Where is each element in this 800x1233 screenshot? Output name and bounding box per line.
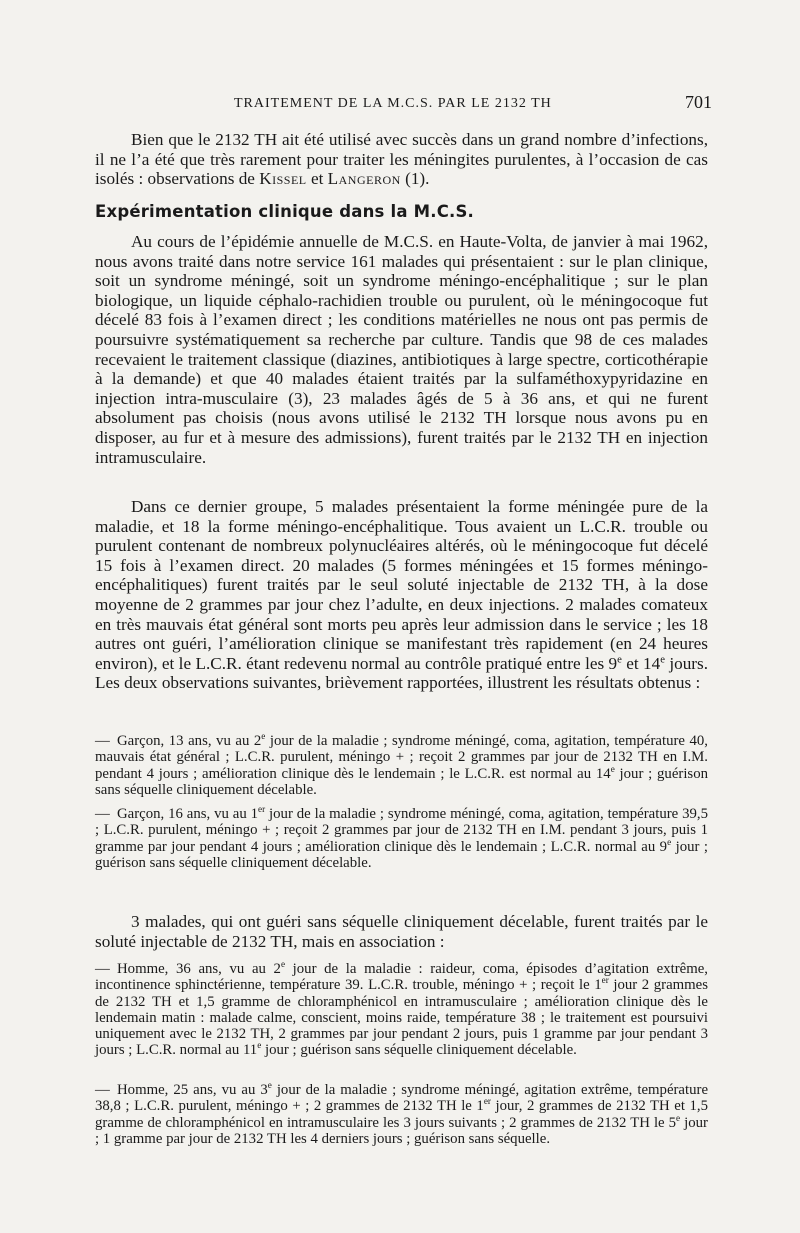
- paragraph-epidemic: Au cours de l’épidémie annuelle de M.C.S. en Haute-Volta, de janvier à mai 1962, nous avons traité dans notre service 161 malades qui présentaient : sur le plan clinique, soit un syndrome méningé, soit un syndrome méningo-encéphalitique ; sur le plan biologique, un liquide céphalo-rachidien trouble ou purulent, où le méningocoque fut décelé 83 fois à l’examen direct ; les conditions matérielles ne nous ont pas permis de poursuivre systématiquement sa recherche par culture. Tandis que 98 de ces malades recevaient le traitement classique (diazines, antibiotiques à large spectre, corticothérapie à la demande) et que 40 malades étaient traités par la sulfaméthoxypyridazine en injection intra-musculaire (3), 23 malades âgés de 5 à 36 ans, et qui ne furent absolument pas choisis (nous avons utilisé le 2132 TH lorsque nous avons pu en disposer, au fur et à mesure des admissions), furent traités par le 2132 TH en injection intramusculaire.: [95, 232, 708, 467]
- running-title: TRAITEMENT DE LA M.C.S. PAR LE 2132 TH: [234, 96, 552, 111]
- case-observation-3: — Homme, 36 ans, vu au 2e jour de la maladie : raideur, coma, épisodes d’agitation extrême, incontinence sphinctérienne, température 39. L.C.R. trouble, méningo + ; reçoit le 1er jour 2 grammes de 2132 TH et 1,5 gramme de chloramphénicol en intramusculaire ; amélioration clinique dès le lendemain matin : malade calme, conscient, moins raide, température 38 ; le traitement est poursuivi uniquement avec le 2132 TH, 2 grammes par jour pendant 2 jours, puis 1 gramme par jour pendant 3 jours ; L.C.R. normal au 11e jour ; guérison sans séquelle cliniquement décelable.: [95, 959, 708, 1059]
- section-heading: Expérimentation clinique dans la M.C.S.: [95, 202, 475, 221]
- case-observation-2: — Garçon, 16 ans, vu au 1er jour de la maladie ; syndrome méningé, coma, agitation, température 39,5 ; L.C.R. purulent, méningo + ; reçoit 2 grammes par jour de 2132 TH en I.M. pendant 3 jours, puis 1 gramme par jour pendant 4 jours ; amélioration clinique dès le lendemain ; L.C.R. normal au 9e jour ; guérison sans séquelle cliniquement décelable.: [95, 804, 709, 871]
- intro-paragraph: Bien que le 2132 TH ait été utilisé avec succès dans un grand nombre d’infections, il ne l’a été que très rarement pour traiter les méningites purulentes, à l’occasion de cas isolés : observations de Kissel et Langeron (1).: [95, 130, 708, 189]
- page-number: 701: [685, 92, 712, 112]
- author-kissel: Kissel: [259, 169, 307, 189]
- case-observation-4: — Homme, 25 ans, vu au 3e jour de la maladie ; syndrome méningé, agitation extrême, température 38,8 ; L.C.R. purulent, méningo + ; 2 grammes de 2132 TH le 1er jour, 2 grammes de 2132 TH et 1,5 gramme de chloramphénicol en intramusculaire les 3 jours suivants ; 2 grammes de 2132 TH le 5e jour ; 1 gramme par jour de 2132 TH les 4 derniers jours ; guérison sans séquelle.: [95, 1080, 709, 1147]
- author-langeron: Langeron: [327, 169, 401, 189]
- case-observation-1: — Garçon, 13 ans, vu au 2e jour de la maladie ; syndrome méningé, coma, agitation, température 40, mauvais état général ; L.C.R. purulent, méningo + ; reçoit 2 grammes par jour de 2132 TH en I.M. pendant 4 jours ; amélioration clinique dès le lendemain ; le L.C.R. est normal au 14e jour ; guérison sans séquelle cliniquement décelable.: [95, 731, 708, 798]
- paragraph-association: 3 malades, qui ont guéri sans séquelle cliniquement décelable, furent traités par le soluté injectable de 2132 TH, mais en association :: [95, 912, 708, 951]
- paragraph-results: Dans ce dernier groupe, 5 malades présentaient la forme méningée pure de la maladie, et 18 la forme méningo-encéphalitique. Tous avaient un L.C.R. trouble ou purulent contenant de nombreux polynucléaires altérés, où le méningocoque fut décelé 15 fois à l’examen direct. 20 malades (5 formes méningées et 15 formes méningo-encéphalitiques) furent traités par le seul soluté injectable de 2132 TH, à la dose moyenne de 2 grammes par jour chez l’adulte, en deux injections. 2 malades comateux en très mauvais état général sont morts peu après leur admission dans le service ; les 18 autres ont guéri, l’amélioration clinique se manifestant très rapidement (en 24 heures environ), et le L.C.R. étant redevenu normal au contrôle pratiqué entre les 9e et 14e jours. Les deux observations suivantes, brièvement rapportées, illustrent les résultats obtenus :: [95, 497, 709, 693]
- running-header: [92, 92, 712, 116]
